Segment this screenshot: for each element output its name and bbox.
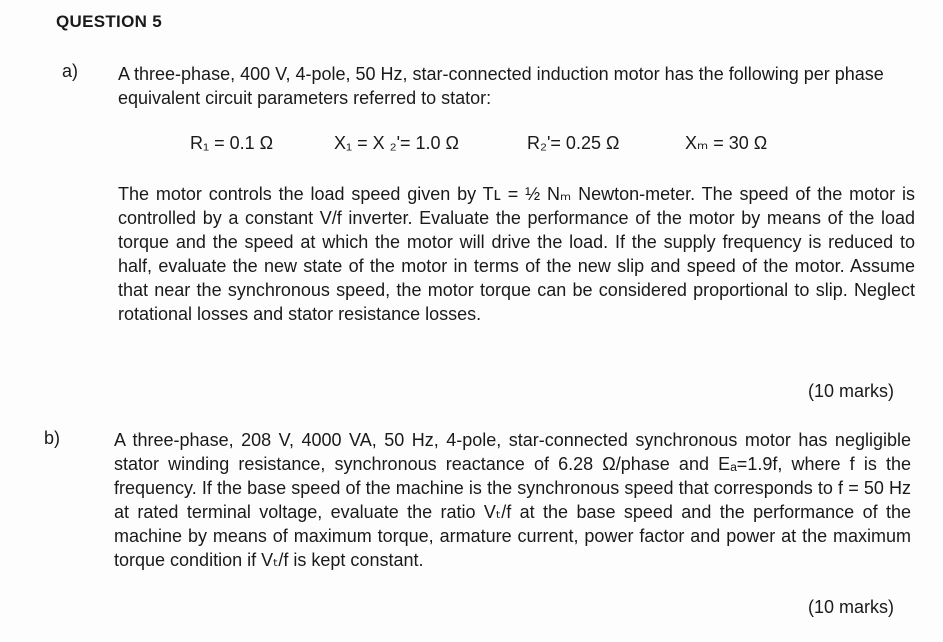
param-r2: R₂'= 0.25 Ω <box>527 133 620 153</box>
part-a-body: The motor controls the load speed given by Tʟ = ½ Nₘ Newton-meter. The speed of the motor is controlled by a constant V/f inverter. Evaluate the performance of the motor by means of the load torque and the speed at which the motor will drive the load. If the supply frequency is reduced to half, evaluate the new state of the motor in terms of the new slip and speed of the motor. Assume that near the synchronous speed, the motor torque can be considered proportional to slip. Neglect rotational losses and stator resistance losses. <box>118 184 915 324</box>
param-x1-x2: X₁ = X ₂'= 1.0 Ω <box>334 133 460 153</box>
part-b-marks: (10 marks) <box>808 597 895 617</box>
question-title: QUESTION 5 <box>56 12 162 31</box>
part-a-marks: (10 marks) <box>808 381 895 401</box>
param-xm: Xₘ = 30 Ω <box>685 133 768 153</box>
part-a-label: a) <box>62 61 79 81</box>
part-a-intro: A three-phase, 400 V, 4-pole, 50 Hz, star-connected induction motor has the following per phase equivalent circuit parameters referred to stator: <box>118 64 884 108</box>
parameter-list <box>0 133 943 157</box>
part-b-label: b) <box>44 428 61 448</box>
part-b-body: A three-phase, 208 V, 4000 VA, 50 Hz, 4-pole, star-connected synchronous motor has negligible stator winding resistance, synchronous reactance of 6.28 Ω/phase and Eₐ=1.9f, where f is the frequency. If the base speed of the machine is the synchronous speed that corresponds to f = 50 Hz at rated terminal voltage, evaluate the ratio Vₜ/f at the base speed and the performance of the machine by means of maximum torque, armature current, power factor and power at the maximum torque condition if Vₜ/f is kept constant. <box>114 430 911 570</box>
param-r1: R₁ = 0.1 Ω <box>190 133 274 153</box>
